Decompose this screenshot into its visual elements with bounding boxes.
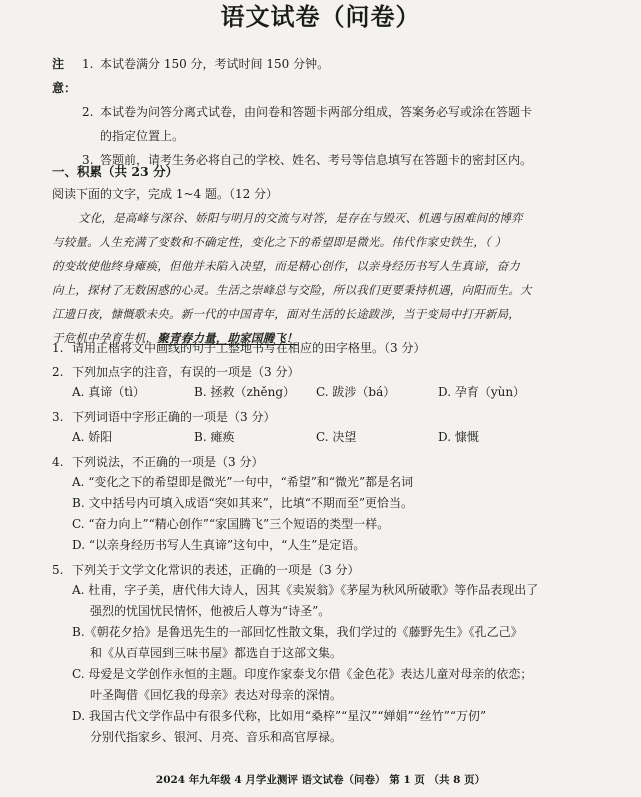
question-number: 3. [52, 410, 64, 424]
option-d: D. “以亲身经历书写人生真谛”这句中，“人生”是定语。 [72, 538, 366, 552]
option-b-cont: 和《从百草园到三味书屋》都选自于这部文集。 [90, 646, 343, 660]
passage-line: 江遗日夜，慷慨歌未央。新一代的中国青年，面对生活的长途跋涉，当于变局中打开新局， [52, 307, 520, 321]
question-4 [52, 452, 612, 556]
option-b: B. 瘫痪 [194, 430, 235, 444]
note-text: 答题前，请考生务必将自己的学校、姓名、考号等信息填写在答题卡的密封区内。 [100, 153, 533, 167]
passage-line: 的变故使他终身瘫痪，但他并未陷入决望，而是精心创作，以亲身经历书写人生真谛，奋力 [52, 259, 520, 273]
question-number: 4. [52, 455, 64, 469]
note-item [52, 52, 612, 100]
passage-text: 于危机中孕育生机， [52, 331, 158, 345]
question-text: 请用正楷将文中画线的句子工整地书写在相应的田字格里。（3 分） [72, 341, 426, 355]
option-d: D. 孕育（yùn） [438, 385, 526, 399]
passage-line: 文化，是高峰与深谷、娇阳与明月的交流与对答，是存在与毁灭、机遇与困难间的博弈 [78, 211, 523, 225]
note-number: 2. [82, 105, 94, 119]
option-a: A. “变化之下的希望即是微光”一句中，“希望”和“微光”都是名词 [72, 475, 414, 489]
note-text: 本试卷为问答分离式试卷，由问卷和答题卡两部分组成，答案务必写或涂在答题卡 [100, 105, 533, 119]
reading-instruction: 阅读下面的文字，完成 1~4 题。（12 分） [52, 187, 279, 201]
question-3 [52, 407, 612, 448]
option-a: A. 杜甫，字子美，唐代伟大诗人，因其《卖炭翁》《茅屋为秋风所破歌》等作品表现出了 [72, 583, 539, 597]
section-heading: 一、积累（共 23 分） [52, 164, 179, 179]
passage-line: 与较量。人生充满了变数和不确定性，变化之下的希望即是微光。伟代作家史铁生，（ ） [52, 235, 507, 249]
question-text: 下列说法，不正确的一项是（3 分） [72, 455, 264, 469]
note-item [52, 100, 612, 124]
question-text: 下列关于文学文化常识的表述，正确的一项是（3 分） [72, 563, 360, 577]
question-text: 下列词语中字形正确的一项是（3 分） [72, 410, 276, 424]
question-text: 下列加点字的注音，有误的一项是（3 分） [72, 365, 300, 379]
notes-block [52, 52, 612, 172]
option-d-cont: 分别代指家乡、银河、月亮、音乐和高官厚禄。 [90, 730, 343, 744]
note-text: 本试卷满分 150 分，考试时间 150 分钟。 [100, 57, 330, 71]
question-number: 2. [52, 365, 64, 379]
question-5 [52, 560, 612, 748]
note-number: 3. [82, 153, 94, 167]
question-1 [52, 338, 612, 358]
note-continuation: 的指定位置上。 [100, 129, 185, 143]
option-b: B. 拯救（zhěng） [194, 385, 296, 399]
option-c-cont: 叶圣陶借《回忆我的母亲》表达对母亲的深情。 [90, 688, 343, 702]
option-c: C. “奋力向上”“精心创作”“家国腾飞”三个短语的类型一样。 [72, 517, 390, 531]
note-number: 1. [82, 57, 94, 71]
option-a: A. 娇阳 [72, 430, 113, 444]
option-a-cont: 强烈的忧国忧民情怀，他被后人尊为“诗圣”。 [90, 604, 331, 618]
page-title: 语文试卷（问卷） [220, 2, 421, 31]
question-2 [52, 362, 612, 403]
notes-lead: 注意： [52, 57, 77, 95]
option-b: B. 文中括号内可填入成语“突如其来”，比填“不期而至”更恰当。 [72, 496, 413, 510]
option-d: D. 我国古代文学作品中有很多代称，比如用“桑梓”“星汉”“婵娟”“丝竹”“万仞” [72, 709, 487, 723]
option-c: C. 决望 [316, 430, 357, 444]
questions-list [52, 338, 612, 748]
passage-line: 向上，探材了无数困惑的心灵。生活之崇峰总与交险，所以我们更要秉持机遇，向阳而生。大 [52, 283, 532, 297]
reading-passage [52, 206, 597, 350]
option-a: A. 真谛（tì） [72, 385, 145, 399]
option-c: C. 跋涉（bá） [316, 385, 396, 399]
option-b: B.《朝花夕拾》是鲁迅先生的一部回忆性散文集，我们学过的《藤野先生》《孔乙己》 [72, 625, 523, 639]
page-footer: 2024 年九年级 4 月学业测评 语文试卷（问卷） 第 1 页 （共 8 页） [155, 774, 486, 786]
question-number: 5. [52, 563, 64, 577]
option-c: C. 母爱是文学创作永恒的主题。印度作家泰戈尔借《金色花》表达儿童对母亲的依恋； [72, 667, 533, 681]
underlined-sentence: 聚青春力量，助家国腾飞！ [157, 331, 298, 345]
option-d: D. 慷慨 [438, 430, 479, 444]
question-number: 1. [52, 341, 64, 355]
